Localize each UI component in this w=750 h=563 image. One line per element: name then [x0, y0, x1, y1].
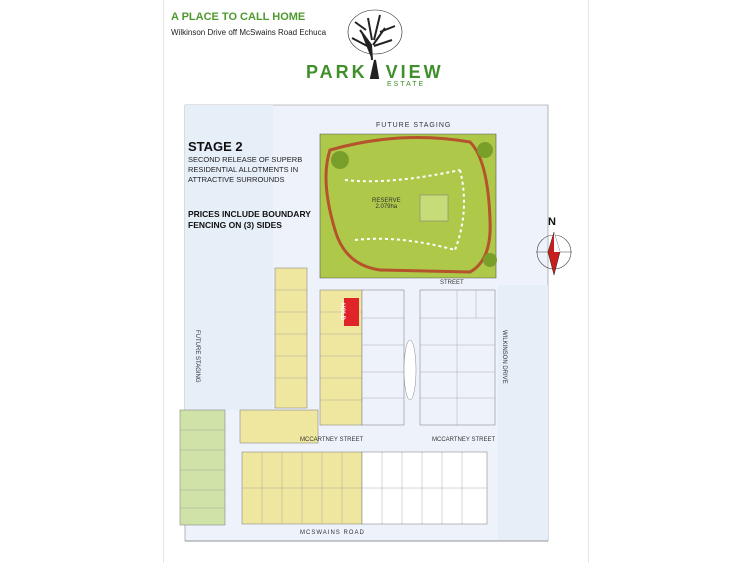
stage-description: SECOND RELEASE OF SUPERB RESIDENTIAL ALLOTMENTS IN ATTRACTIVE SURROUNDS [188, 155, 303, 184]
address-subtitle: Wilkinson Drive off McSwains Road Echuca [171, 28, 327, 37]
stage-title: STAGE 2 [188, 139, 243, 154]
label-mccartney-left: MCCARTNEY STREET [300, 437, 364, 443]
reserve-area: 2.079ha [375, 204, 398, 210]
label-reserve [372, 198, 401, 210]
label-wilkinson-drive: WILKINSON DRIVE [501, 330, 507, 384]
prices-note: PRICES INCLUDE BOUNDARY FENCING ON (3) SIDES [188, 209, 311, 230]
reserve [320, 134, 497, 278]
reserve-name: RESERVE [372, 198, 401, 204]
label-mccartney-right: MCCARTNEY STREET [432, 437, 496, 443]
brand-sub: ESTATE [387, 81, 426, 88]
label-future-staging-left: FUTURE STAGING [194, 330, 200, 383]
east-road [498, 285, 548, 540]
label-hold: HOLD [339, 303, 345, 320]
tagline: A PLACE TO CALL HOME [171, 11, 306, 23]
label-future-staging-top: FUTURE STAGING [376, 122, 452, 129]
label-mcswains-road: MCSWAINS ROAD [300, 530, 365, 536]
brand-right: VIEW [385, 62, 444, 82]
hold-lot [344, 298, 359, 326]
label-street-top: STREET [440, 280, 464, 286]
brand-name [306, 62, 444, 83]
brand-left: PARK [306, 62, 368, 82]
label-north: N [548, 216, 556, 228]
